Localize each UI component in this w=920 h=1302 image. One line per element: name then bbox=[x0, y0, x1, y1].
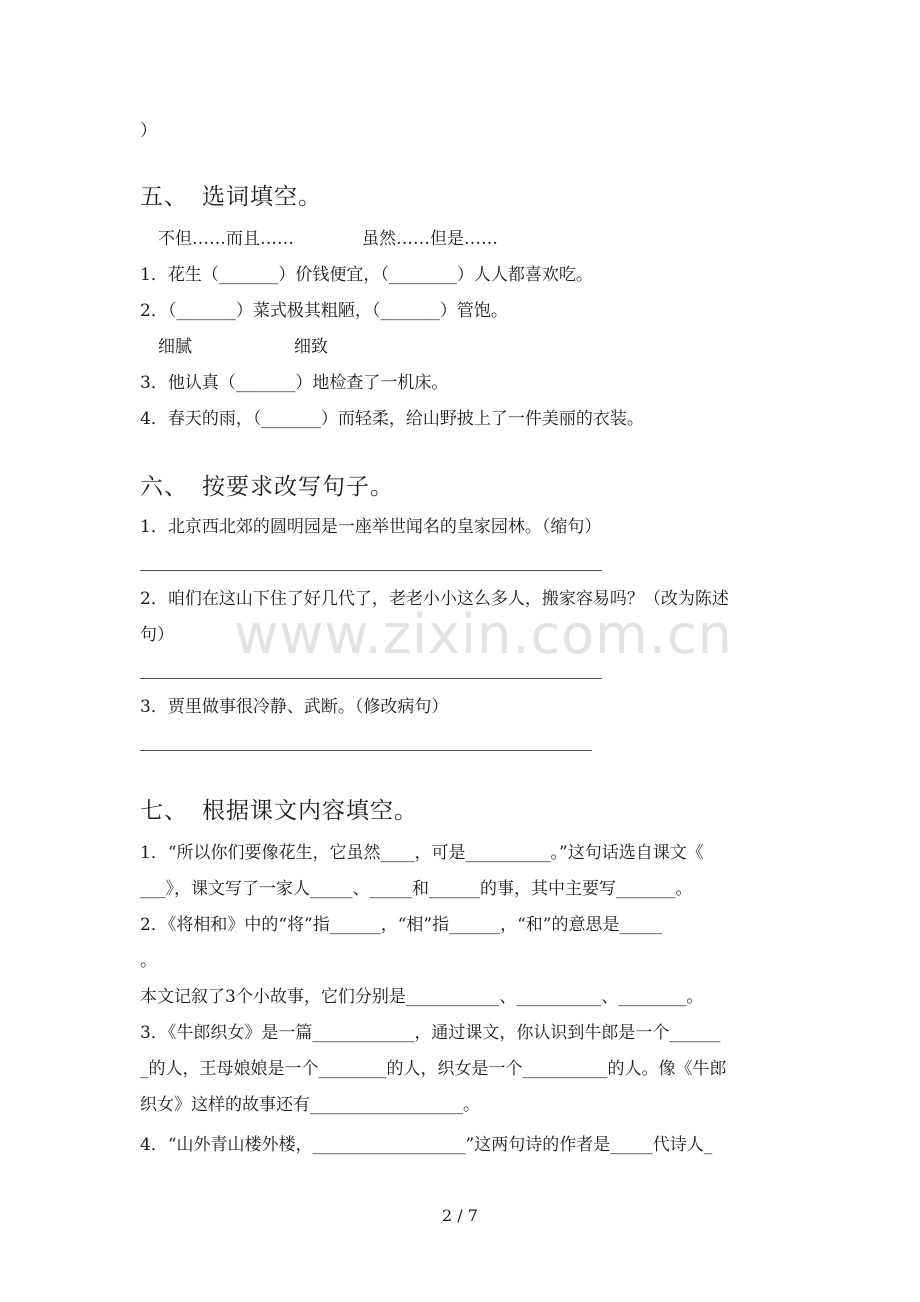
section-heading-6 bbox=[140, 472, 394, 502]
answer-line bbox=[140, 678, 602, 679]
section-number: 七、 bbox=[140, 798, 188, 824]
question-line: 。 bbox=[140, 951, 157, 971]
word-bank: 不但……而且…… 虽然……但是…… bbox=[158, 229, 498, 249]
question-line: 1．花生（_______）价钱便宜，（________）人人都喜欢吃。 bbox=[140, 265, 593, 285]
continued-text-fragment: ） bbox=[140, 121, 157, 141]
question-line: 2．《将相和》中的“将”指______，“相”指______，“和”的意思是_____ bbox=[140, 915, 662, 935]
question-line: 2．咱们在这山下住了好几代了，老老小小这么多人，搬家容易吗？（改为陈述 bbox=[140, 589, 729, 609]
question-line: 3．《牛郎织女》是一篇____________，通过课文，你认识到牛郎是一个______ bbox=[140, 1023, 721, 1043]
question-line: 句） bbox=[140, 625, 174, 645]
question-line: _的人，王母娘娘是一个________的人，织女是一个__________的人。像《牛郎 bbox=[140, 1059, 727, 1079]
question-line: 3．他认真（_______）地检查了一机床。 bbox=[140, 373, 449, 393]
section-title: 根据课文内容填空。 bbox=[202, 798, 418, 824]
section-number: 六、 bbox=[140, 474, 188, 500]
question-line: ___》，课文写了一家人_____、_____和______的事，其中主要写_______。 bbox=[140, 879, 693, 899]
section-title: 按要求改写句子。 bbox=[202, 474, 394, 500]
question-line: 3．贾里做事很冷静、武断。（修改病句） bbox=[140, 697, 449, 717]
question-line: 2．（_______）菜式极其粗陋，（_______）管饱。 bbox=[140, 301, 508, 321]
question-line: 本文记叙了3个小故事，它们分别是___________、__________、________。 bbox=[140, 987, 704, 1007]
word-bank: 细腻 细致 bbox=[158, 337, 328, 357]
watermark: www.zixin.com.cn bbox=[234, 603, 733, 666]
question-line: 1．“所以你们要像花生，它虽然____，可是__________。”这句话选自课文《 bbox=[140, 843, 704, 863]
question-line: 4．“山外青山楼外楼，__________________”这两句诗的作者是_____代诗人_ bbox=[140, 1135, 713, 1155]
section-heading-7 bbox=[140, 796, 418, 826]
question-line: 1．北京西北郊的圆明园是一座举世闻名的皇家园林。（缩句） bbox=[140, 517, 602, 537]
answer-line bbox=[140, 570, 602, 571]
page-number: 2 / 7 bbox=[442, 1206, 478, 1225]
section-title: 选词填空。 bbox=[202, 184, 322, 210]
section-heading-5 bbox=[140, 182, 322, 212]
answer-line bbox=[140, 750, 592, 751]
section-number: 五、 bbox=[140, 184, 188, 210]
question-line: 4．春天的雨，（_______）而轻柔，给山野披上了一件美丽的衣装。 bbox=[140, 409, 644, 429]
question-line: 织女》这样的故事还有__________________。 bbox=[140, 1095, 480, 1115]
